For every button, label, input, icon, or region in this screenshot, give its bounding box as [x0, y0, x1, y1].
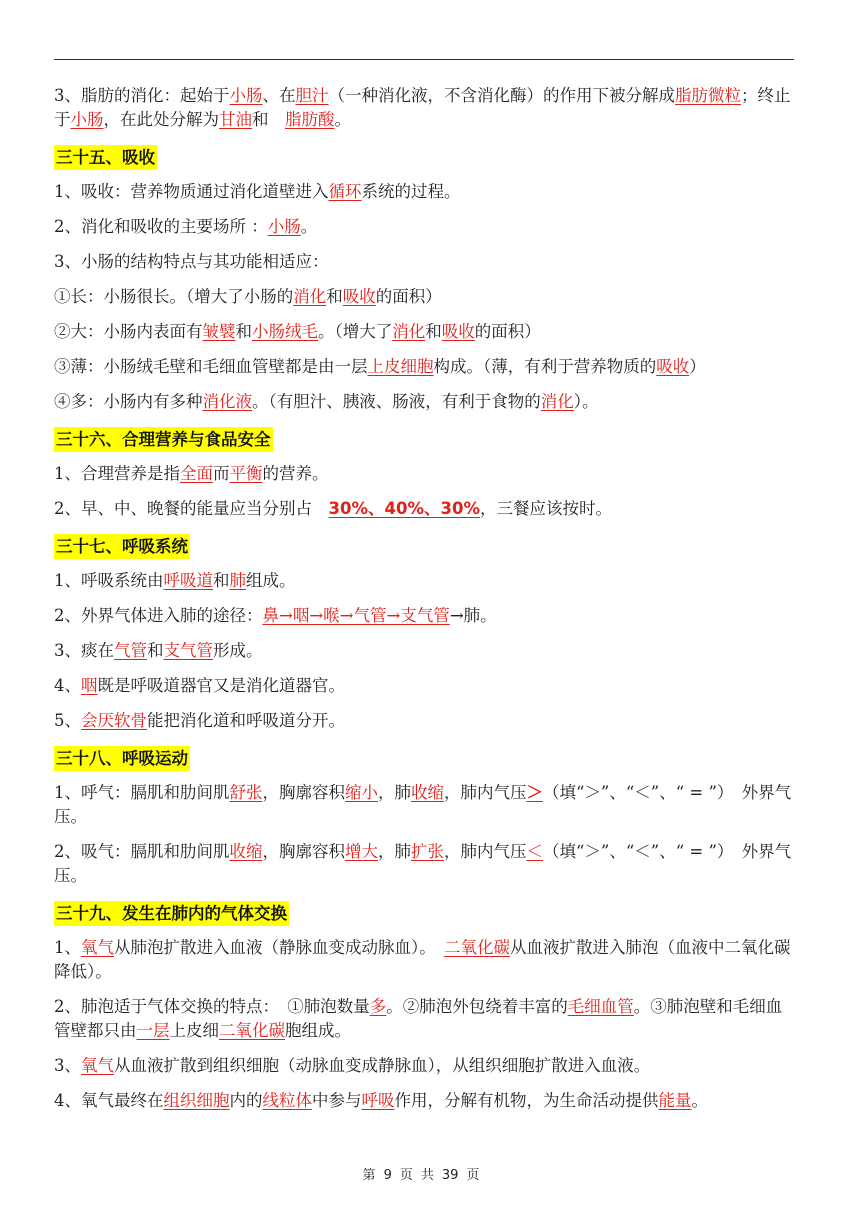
text: 从肺泡扩散进入血液（静脉血变成动脉血）。 — [114, 938, 444, 957]
text: 。 — [691, 1091, 708, 1110]
text: ，胸廓容积 — [262, 783, 345, 802]
total-page-count: 39 — [441, 1168, 459, 1183]
keyword: 吸收 — [342, 287, 376, 306]
text: ，三餐应该按时。 — [479, 499, 612, 518]
paragraph — [54, 320, 794, 344]
keyword: 氧气 — [81, 1056, 114, 1075]
keyword: 毛细血管 — [567, 997, 634, 1016]
text: 能把消化道和呼吸道分开。 — [147, 711, 345, 730]
text: 系统的过程。 — [361, 182, 461, 201]
footer-text: 页 — [466, 1168, 480, 1183]
text: 3、 — [54, 1056, 81, 1075]
text: 3、小肠的结构特点与其功能相适应： — [54, 252, 329, 271]
keyword: 循环 — [328, 182, 362, 201]
text: 2、早、中、晚餐的能量应当分别占 — [54, 499, 329, 518]
paragraph — [54, 995, 794, 1043]
text: 2、消化和吸收的主要场所 ： — [54, 217, 268, 236]
text: 2、肺泡适于气体交换的特点： ①肺泡数量 — [54, 997, 370, 1016]
text: 。 — [300, 217, 318, 236]
footer-text: 第 — [362, 1168, 376, 1183]
text: 作用，分解有机物，为生命活动提供 — [394, 1091, 659, 1110]
current-page-number: 9 — [383, 1168, 392, 1183]
keyword: 脂肪微粒 — [675, 86, 741, 105]
text: 和 — [147, 641, 164, 660]
text: 而 — [213, 464, 230, 483]
paragraph — [54, 674, 794, 698]
keyword: 二氧化碳 — [444, 938, 510, 957]
keyword: 胆汁 — [295, 86, 329, 105]
text: ，胸廓容积 — [262, 842, 345, 861]
keyword: 组织细胞 — [163, 1091, 230, 1110]
paragraph — [54, 462, 794, 486]
text: 。②肺泡外包绕着丰富的 — [386, 997, 568, 1016]
keyword: 咽 — [81, 676, 98, 695]
paragraph — [54, 604, 794, 628]
text: 3、脂肪的消化：起始于 — [54, 86, 230, 105]
keyword: 气管 — [114, 641, 147, 660]
text: 和 — [235, 322, 252, 341]
paragraph — [54, 840, 794, 888]
keyword: 支气管 — [163, 641, 213, 660]
text: ②大：小肠内表面有 — [54, 322, 203, 341]
keyword: 平衡 — [229, 464, 263, 483]
keyword: 二氧化碳 — [219, 1021, 285, 1040]
paragraph — [54, 180, 794, 204]
keyword: 甘油 — [219, 110, 252, 129]
text: 3、痰在 — [54, 641, 114, 660]
keyword: 能量 — [658, 1091, 692, 1110]
text: 上皮细 — [169, 1021, 219, 1040]
paragraph — [54, 390, 794, 414]
text: 。 — [334, 110, 351, 129]
keyword: 一层 — [136, 1021, 170, 1040]
text: ，肺内气压 — [444, 842, 527, 861]
footer-text: 共 — [420, 1168, 434, 1183]
keyword: ＜ — [526, 842, 543, 861]
text: 2、外界气体进入肺的途径： — [54, 606, 263, 625]
text: 和 — [213, 571, 230, 590]
keyword: 舒张 — [229, 783, 263, 802]
footer-text: 页 — [399, 1168, 413, 1183]
keyword: 吸收 — [656, 357, 690, 376]
paragraph — [54, 355, 794, 379]
text: 4、氧气最终在 — [54, 1091, 164, 1110]
keyword: 小肠 — [229, 86, 263, 105]
keyword: 呼吸 — [361, 1091, 395, 1110]
keyword: 呼吸道 — [163, 571, 213, 590]
text: 1、呼气：膈肌和肋间肌 — [54, 783, 230, 802]
keyword: 缩小 — [345, 783, 378, 802]
paragraph — [54, 215, 794, 239]
text: （一种消化液，不含消化酶）的作用下被分解成 — [328, 86, 675, 105]
text: →肺。 — [449, 606, 497, 625]
section-heading-38: 三十八、呼吸运动 — [54, 746, 190, 771]
keyword: 线粒体 — [262, 1091, 312, 1110]
keyword: 会厌软骨 — [81, 711, 147, 730]
text: 内的 — [229, 1091, 263, 1110]
text: ） — [689, 357, 706, 376]
text: ，在此处分解为 — [103, 110, 219, 129]
text: 的营养。 — [262, 464, 329, 483]
paragraph — [54, 497, 794, 521]
text: 中参与 — [312, 1091, 362, 1110]
page-footer — [0, 1164, 842, 1183]
text: 胞组成。 — [285, 1021, 351, 1040]
keyword: 小肠 — [70, 110, 104, 129]
section-heading-37: 三十七、呼吸系统 — [54, 534, 190, 559]
keyword: 脂肪酸 — [285, 110, 335, 129]
keyword: 吸收 — [441, 322, 475, 341]
text: 和 — [425, 322, 442, 341]
keyword: 鼻→咽→喉→气管→支气管 — [262, 606, 450, 625]
keyword: 氧气 — [81, 938, 114, 957]
text: 形成。 — [213, 641, 263, 660]
keyword: 增大 — [345, 842, 378, 861]
keyword: 肺 — [229, 571, 246, 590]
text: （填“＞”、“＜”、“ = ”） 外界气压。 — [54, 783, 792, 826]
paragraph-fat-digestion — [54, 84, 794, 132]
paragraph — [54, 285, 794, 309]
text: ）。 — [573, 392, 599, 411]
paragraph — [54, 1089, 794, 1113]
text: 、在 — [262, 86, 296, 105]
text: ，肺内气压 — [444, 783, 527, 802]
text: 5、 — [54, 711, 81, 730]
keyword: 多 — [369, 997, 387, 1016]
text: ③薄：小肠绒毛壁和毛细血管壁都是由一层 — [54, 357, 368, 376]
paragraph — [54, 250, 794, 274]
paragraph — [54, 709, 794, 733]
text: ，肺 — [378, 842, 411, 861]
text: ，肺 — [378, 783, 411, 802]
text: 和 — [326, 287, 343, 306]
text: 的面积） — [375, 287, 442, 306]
text: 1、呼吸系统由 — [54, 571, 164, 590]
text: 从血液扩散到组织细胞（动脉血变成静脉血），从组织细胞扩散进入血液。 — [114, 1056, 651, 1075]
text: 的面积） — [474, 322, 541, 341]
keyword: 上皮细胞 — [367, 357, 434, 376]
paragraph — [54, 1054, 794, 1078]
document-body — [54, 84, 794, 1124]
keyword: 扩张 — [411, 842, 444, 861]
text: 从血液扩散进入肺泡（血液中二氧化碳降低）。 — [54, 938, 791, 981]
keyword: 收缩 — [411, 783, 444, 802]
section-heading-36: 三十六、合理营养与食品安全 — [54, 427, 273, 452]
keyword: 小肠绒毛 — [252, 322, 318, 341]
keyword: ＞ — [526, 783, 543, 802]
header-rule — [54, 59, 794, 60]
text: 。（有胆汁、胰液、肠液，有利于食物的 — [252, 392, 541, 411]
text: 1、 — [54, 938, 81, 957]
text: 2、吸气：膈肌和肋间肌 — [54, 842, 230, 861]
text: 和 — [252, 110, 285, 129]
keyword: 30%、40%、30% — [328, 499, 480, 518]
paragraph — [54, 569, 794, 593]
keyword: 小肠 — [267, 217, 301, 236]
keyword: 全面 — [180, 464, 213, 483]
paragraph — [54, 639, 794, 663]
paragraph — [54, 781, 794, 829]
text: （填“＞”、“＜”、“ = ”） 外界气压。 — [54, 842, 792, 885]
text: 既是呼吸道器官又是消化道器官。 — [97, 676, 345, 695]
keyword: 皱襞 — [202, 322, 236, 341]
section-heading-39: 三十九、发生在肺内的气体交换 — [54, 901, 289, 926]
text: 1、吸收：营养物质通过消化道壁进入 — [54, 182, 329, 201]
keyword: 消化 — [540, 392, 574, 411]
text: 构成。（薄，有利于营养物质的 — [433, 357, 657, 376]
keyword: 消化液 — [202, 392, 252, 411]
text: 。③肺泡壁和毛细血管壁都只由 — [54, 997, 783, 1040]
text: ；终止于 — [54, 86, 791, 129]
keyword: 收缩 — [229, 842, 263, 861]
text: ①长：小肠很长。（增大了小肠的 — [54, 287, 294, 306]
keyword: 消化 — [293, 287, 327, 306]
text: ④多：小肠内有多种 — [54, 392, 203, 411]
text: 组成。 — [246, 571, 296, 590]
keyword: 消化 — [392, 322, 426, 341]
text: 1、合理营养是指 — [54, 464, 180, 483]
paragraph — [54, 936, 794, 984]
text: 。（增大了 — [318, 322, 393, 341]
text: 4、 — [54, 676, 81, 695]
section-heading-35: 三十五、吸收 — [54, 145, 157, 170]
